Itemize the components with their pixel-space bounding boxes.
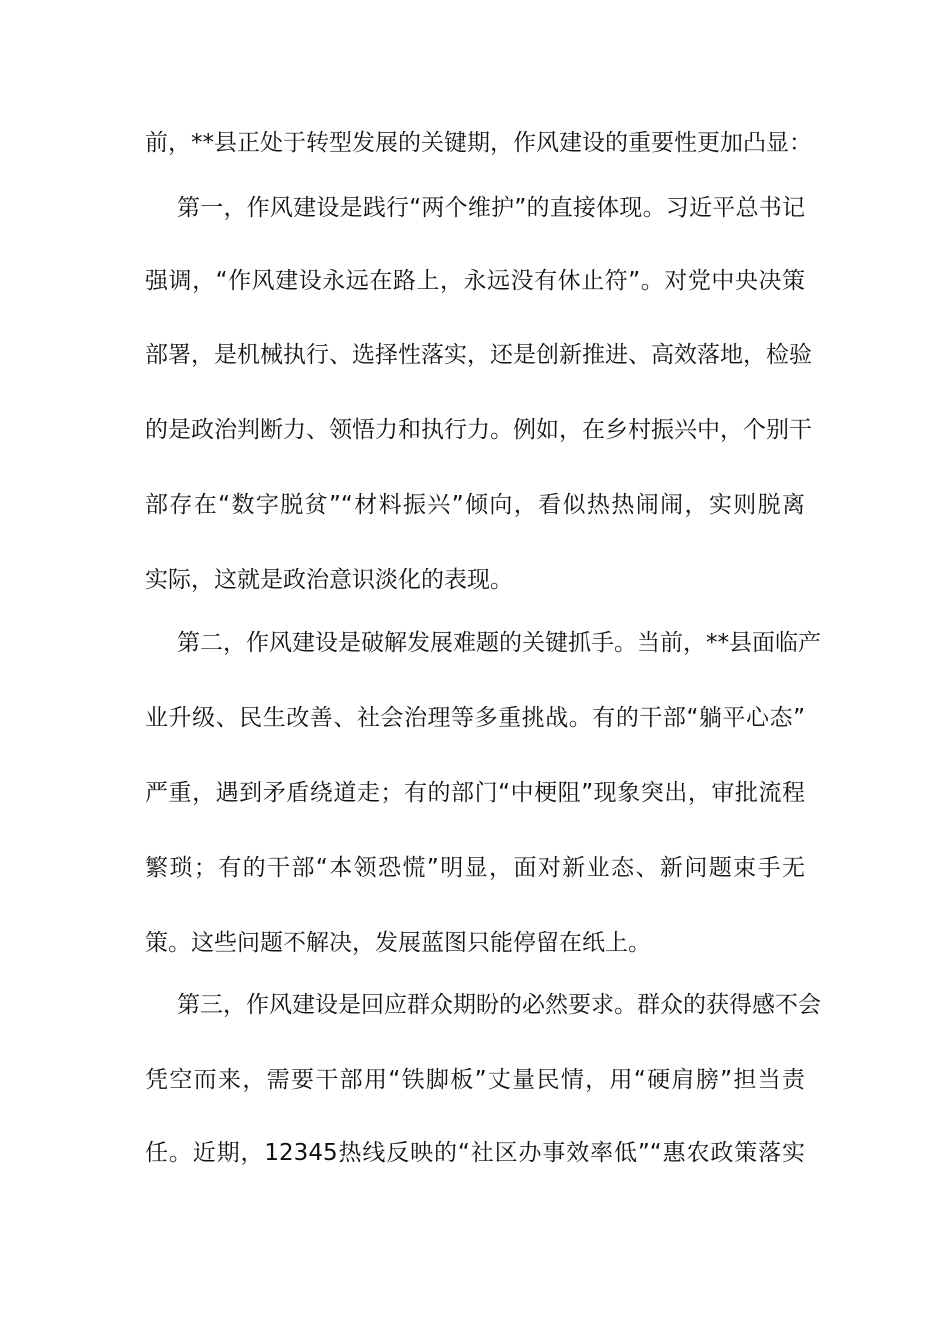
text-line: 部存在“数字脱贫”“材料振兴”倾向，看似热热闹闹，实则脱离 bbox=[145, 492, 805, 518]
text-line: 任。近期，12345热线反映的“社区办事效率低”“惠农政策落实 bbox=[145, 1140, 805, 1166]
text-line: 前，**县正处于转型发展的关键期，作风建设的重要性更加凸显： bbox=[145, 130, 812, 156]
text-line: 部署，是机械执行、选择性落实，还是创新推进、高效落地，检验 bbox=[145, 342, 812, 368]
text-line: 策。这些问题不解决，发展蓝图只能停留在纸上。 bbox=[145, 930, 651, 956]
text-line: 凭空而来，需要干部用“铁脚板”丈量民情，用“硬肩膀”担当责 bbox=[145, 1067, 805, 1093]
text-line: 严重，遇到矛盾绕道走；有的部门“中梗阻”现象突出，审批流程 bbox=[145, 780, 805, 806]
text-line: 实际，这就是政治意识淡化的表现。 bbox=[145, 567, 513, 593]
text-line: 强调，“作风建设永远在路上，永远没有休止符”。对党中央决策 bbox=[145, 268, 805, 294]
paragraph-first-line: 第二，作风建设是破解发展难题的关键抓手。当前，**县面临产 bbox=[177, 630, 821, 656]
text-line: 繁琐；有的干部“本领恐慌”明显，面对新业态、新问题束手无 bbox=[145, 855, 805, 881]
paragraph-first-line: 第一，作风建设是践行“两个维护”的直接体现。习近平总书记 bbox=[177, 195, 805, 221]
paragraph-first-line: 第三，作风建设是回应群众期盼的必然要求。群众的获得感不会 bbox=[177, 992, 821, 1018]
text-line: 业升级、民生改善、社会治理等多重挑战。有的干部“躺平心态” bbox=[145, 705, 805, 731]
text-line: 的是政治判断力、领悟力和执行力。例如，在乡村振兴中，个别干 bbox=[145, 417, 812, 443]
